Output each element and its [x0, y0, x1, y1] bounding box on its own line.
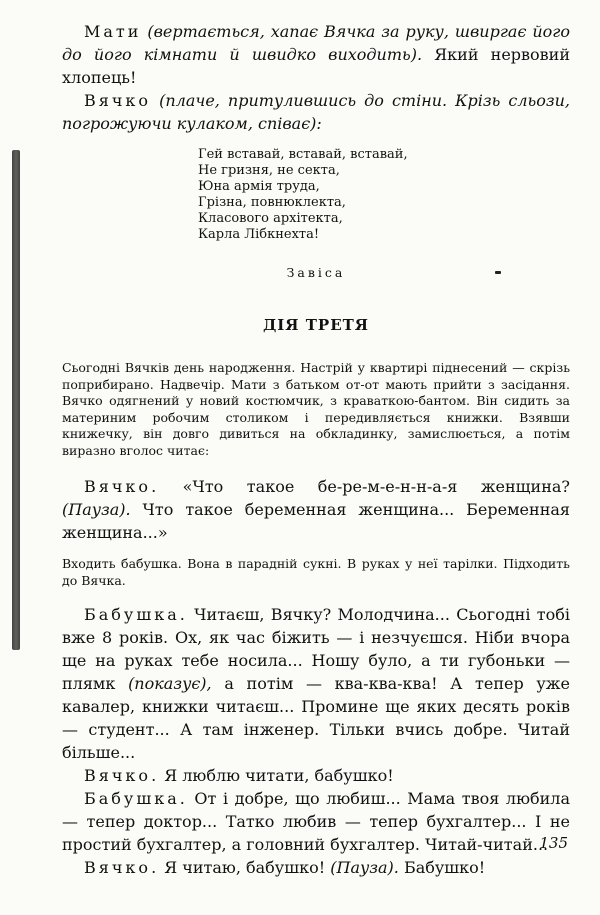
stage-intro: Сьогодні Вячків день народження. Настрій у квартирі піднесений — скрізь поприбирано. Надвечір. Мати з батьком от-от мають прийти з засідання. Вячко одягнений у новий костюмчик, з краваткою-бантом. Він сидить за материним робочим столиком і передивляється книжки. Взявши книжечку, він довго дивиться на обкладинку, замислюється, а потім виразно вголос читає: — [62, 360, 570, 458]
page-number: 135 — [539, 834, 568, 852]
verse-line: Гей вставай, вставай, вставай, — [198, 147, 408, 162]
speaker-vyachko: Вячко. — [84, 477, 160, 496]
reading-paragraph — [62, 475, 570, 544]
dialogue-text: Что такое беременная женщина... Беременная женщина...» — [62, 500, 570, 542]
speaker-grandma: Бабушка. — [84, 605, 188, 624]
verse-line: Класового архітекта, — [198, 211, 343, 226]
stage-direction: (Пауза). — [62, 500, 131, 519]
verse-line: Грізна, повнюклекта, — [198, 195, 346, 210]
dialogue-text: Який нервовий хлопець! — [62, 45, 571, 87]
mother-paragraph — [62, 20, 570, 89]
stage-direction: (вертається, хапає Вячка за руку, швиргає його до його кімнати й швидко виходить). — [62, 22, 570, 64]
grandma-paragraph-1 — [62, 603, 570, 764]
stage-direction: (Пауза). — [330, 858, 399, 877]
grandma-enters-direction: Входить бабушка. Вона в парадній сукні. В руках у неї тарілки. Підходить до Вячка. — [62, 556, 570, 588]
grandma-paragraph-2 — [62, 787, 570, 856]
speaker-vyachko: Вячко. — [84, 766, 160, 785]
dialogue-text: Бабушко! — [403, 858, 486, 877]
vyachko-sings-paragraph — [62, 89, 570, 135]
vyachko-paragraph-2 — [62, 856, 570, 879]
dialogue-text: Я люблю читати, бабушко! — [164, 766, 394, 785]
book-page — [62, 20, 570, 879]
song-verse — [198, 147, 570, 243]
verse-line: Карла Лібкнехта! — [198, 227, 320, 242]
curtain-heading: Завіса — [286, 265, 346, 280]
dialogue-text: Читаєш, Вячку? Молодчина... Сьогодні тобі вже 8 років. Ох, як час біжить — і незчуєшся. Ніби вчора ще на руках тебе носила... Ношу було, а ти губоньки — плямк — [62, 605, 570, 693]
vyachko-paragraph-1 — [62, 764, 570, 787]
dialogue-text: «Что такое бе-ре-м-е-н-н-а-я женщина? — [182, 477, 570, 496]
binding-shadow — [12, 150, 20, 650]
dialogue-text: От і добре, що любиш... Мама твоя любила — тепер доктор... Татко любив — тепер бухгалтер... І не простий бухгалтер, а головний бухгалтер. Читай-читай... — [62, 789, 571, 854]
act-title: ДІЯ ТРЕТЯ — [262, 316, 370, 334]
verse-line: Юна армія труда, — [198, 179, 320, 194]
speaker-grandma: Бабушка. — [84, 789, 188, 808]
verse-line: Не гризня, не секта, — [198, 163, 340, 178]
dialogue-text: Я читаю, бабушко! — [164, 858, 326, 877]
speaker-mother: Мати — [84, 22, 142, 41]
dialogue-text: а потім — ква-ква-ква! А тепер уже кавалер, книжки читаєш... Промине ще яких десять років — студент... А там інженер. Тільки вчись добре. Читай більше... — [62, 674, 570, 762]
speaker-vyachko: Вячко — [84, 91, 152, 110]
stage-direction: (плаче, притулившись до стіни. Крізь сльози, погрожуючи кулаком, співає): — [62, 91, 570, 133]
stage-direction: (показує), — [128, 674, 212, 693]
speaker-vyachko: Вячко. — [84, 858, 160, 877]
